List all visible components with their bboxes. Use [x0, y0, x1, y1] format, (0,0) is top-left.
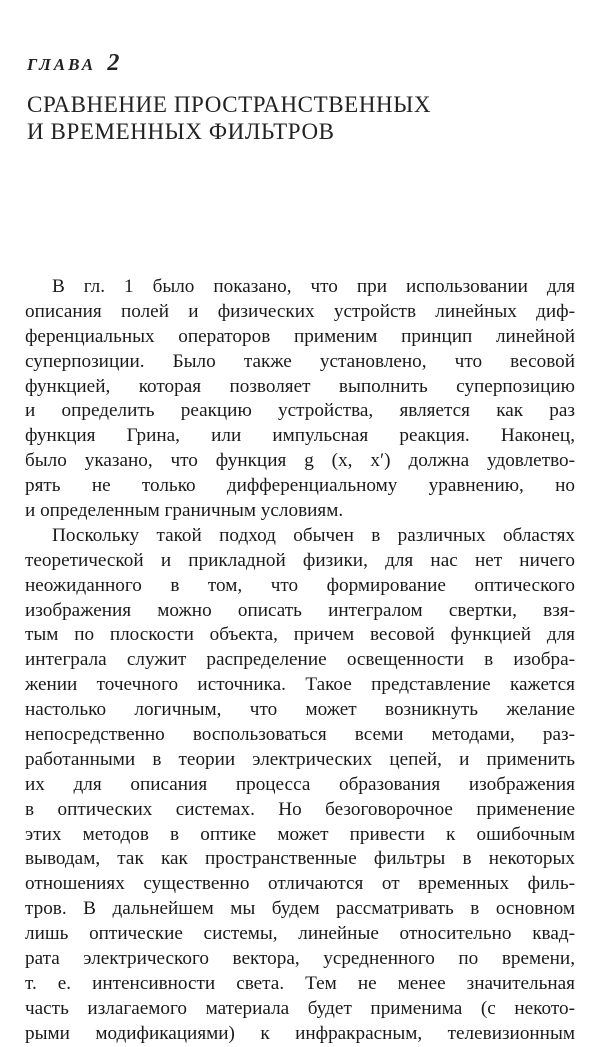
text-line: работанными в теории электрических цепей, и применить — [25, 748, 575, 770]
text-line: часть излагаемого материала будет применима (с некото- — [25, 997, 575, 1019]
text-line: т. е. интенсивности света. Тем не менее значительная — [25, 972, 575, 994]
text-line: отношениях существенно отличаются от временных филь- — [25, 873, 575, 895]
text-line: тым по плоскости объекта, причем весовой функцией для — [25, 624, 575, 646]
chapter-label-word: ГЛАВА — [27, 55, 97, 74]
text-line: тров. В дальнейшем мы будем рассматривать в основном — [25, 898, 575, 920]
text-line: теоретической и прикладной физики, для нас нет ничего — [25, 549, 575, 571]
chapter-number: 2 — [107, 50, 120, 76]
text-line: и определить реакцию устройства, является как раз — [25, 400, 575, 422]
text-line: лишь оптические системы, линейные относительно квад- — [25, 923, 575, 945]
chapter-title — [27, 91, 587, 145]
body-text — [25, 275, 575, 1047]
text-line: Поскольку такой подход обычен в различных областях — [52, 524, 575, 546]
chapter-title-line: И ВРЕМЕННЫХ ФИЛЬТРОВ — [27, 119, 335, 144]
text-line: описания полей и физических устройств линейных диф- — [25, 300, 575, 322]
text-line: неожиданного в том, что формирование оптического — [25, 574, 575, 596]
text-line: рять не только дифференциальному уравнению, но — [25, 475, 575, 497]
text-line: суперпозиции. Было также установлено, что весовой — [25, 350, 575, 372]
text-line: выводам, так как пространственные фильтры в некоторых — [25, 848, 575, 870]
text-line: рата электрического вектора, усредненного по времени, — [25, 948, 575, 970]
text-line: настолько логичным, что может возникнуть желание — [25, 699, 575, 721]
text-line: в оптических системах. Но безоговорочное применение — [25, 798, 575, 820]
text-line: изображения можно описать интегралом свертки, взя- — [25, 599, 575, 621]
text-line: ференциальных операторов применим принцип линейной — [25, 325, 575, 347]
paragraph — [25, 275, 575, 524]
text-line: жении точечного источника. Такое представление кажется — [25, 674, 575, 696]
text-line: рыми модификациями) к инфракрасным, телевизионным — [25, 1022, 575, 1044]
paragraph — [25, 524, 575, 1047]
text-line: В гл. 1 было показано, что при использовании для — [52, 276, 575, 297]
chapter-label — [27, 50, 119, 77]
chapter-title-line: СРАВНЕНИЕ ПРОСТРАНСТВЕННЫХ — [27, 92, 432, 117]
text-line: их для описания процесса образования изображения — [25, 773, 575, 795]
text-line: непосредственно воспользоваться всеми методами, раз- — [25, 724, 575, 746]
text-line: было указано, что функция g (x, x′) должна удовлетво- — [25, 450, 575, 472]
text-line: интеграла служит распределение освещенности в изобра- — [25, 649, 575, 671]
text-line: функцией, которая позволяет выполнить суперпозицию — [25, 375, 575, 397]
text-line: этих методов в оптике может привести к ошибочным — [25, 823, 575, 845]
text-line: функция Грина, или импульсная реакция. Наконец, — [25, 425, 575, 447]
text-line: и определенным граничным условиям. — [25, 500, 344, 522]
